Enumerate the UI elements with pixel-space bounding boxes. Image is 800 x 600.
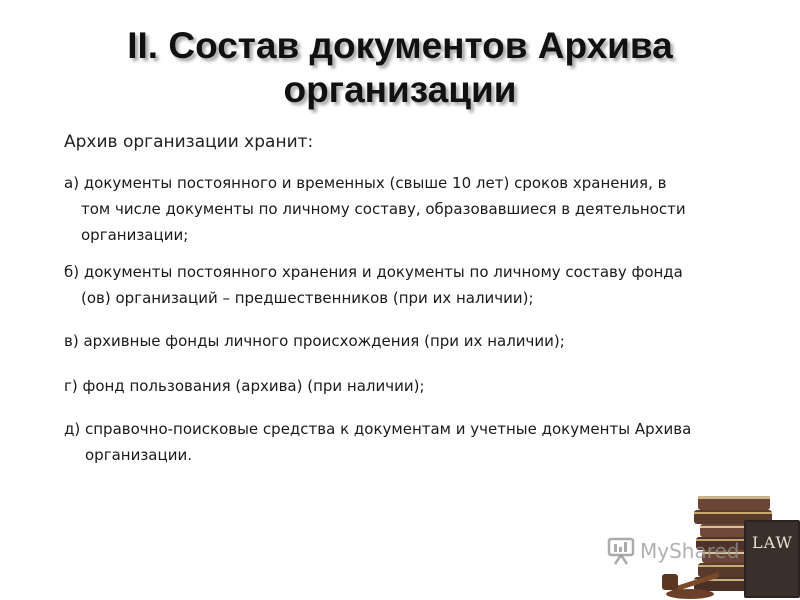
slide-title-line-1: II. Состав документов Архива bbox=[127, 25, 673, 66]
list-item-a-line-1: а) документы постоянного и временных (свыше 10 лет) сроков хранения, в bbox=[64, 174, 667, 192]
list-item-b-line-2: (ов) организаций – предшественников (при их наличии); bbox=[81, 289, 534, 307]
law-label: LAW bbox=[752, 533, 793, 552]
intro-text: Архив организации хранит: bbox=[64, 132, 314, 152]
list-item-d bbox=[64, 373, 754, 399]
list-item-b-line-1: б) документы постоянного хранения и документы по личному составу фонда bbox=[64, 263, 683, 281]
list-item-a-line-3: организации; bbox=[81, 226, 189, 244]
list-item-a-line-2: том числе документы по личному составу, образовавшиеся в деятельности bbox=[81, 200, 686, 218]
list-item-c bbox=[64, 328, 754, 354]
list-item-b bbox=[64, 259, 754, 311]
presentation-board-icon bbox=[606, 537, 636, 565]
list-item-e-line-2: организации. bbox=[85, 446, 192, 464]
watermark bbox=[606, 537, 740, 565]
list-item-a bbox=[64, 170, 754, 248]
list-item-e bbox=[64, 416, 754, 468]
slide-title bbox=[60, 24, 740, 112]
list-item-c-line-1: в) архивные фонды личного происхождения (при их наличии); bbox=[64, 332, 565, 350]
watermark-text: MyShared bbox=[640, 539, 740, 563]
slide-title-line-2: организации bbox=[283, 69, 517, 110]
list-item-d-line-1: г) фонд пользования (архива) (при наличии); bbox=[64, 377, 425, 395]
list-item-e-line-1: д) справочно-поисковые средства к документам и учетные документы Архива bbox=[64, 420, 692, 438]
